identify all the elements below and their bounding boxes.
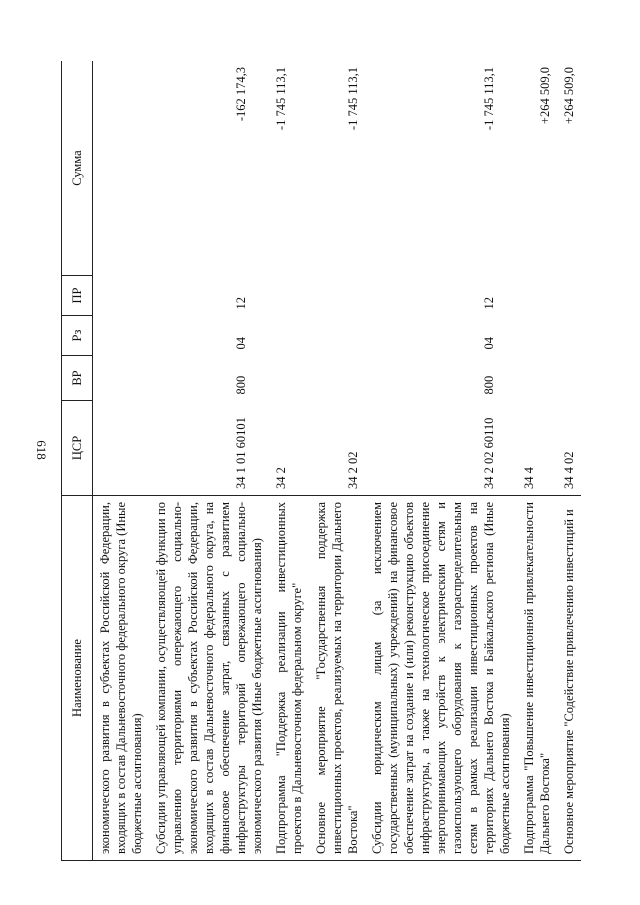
- row-name: Подпрограмма "Повышение инвестиционной привлекательности Дальнего Востока": [517, 496, 557, 861]
- row-vr: 800: [482, 375, 496, 395]
- row-rz: 04: [234, 337, 248, 350]
- row-csr: 34 1 01 60101: [234, 417, 248, 489]
- col-header-sum: Сумма: [62, 61, 93, 276]
- row-vr: [517, 356, 557, 401]
- row-pr: 12: [482, 297, 496, 310]
- table-row: [149, 61, 269, 861]
- row-pr: [309, 276, 365, 316]
- budget-table: [61, 61, 581, 861]
- row-rz: [93, 316, 150, 356]
- row-csr: 34 2 02: [346, 451, 360, 489]
- row-csr: 34 2 02 60110: [482, 417, 496, 489]
- row-rz: [269, 316, 309, 356]
- document-page: [61, 61, 581, 861]
- row-vr: [557, 356, 581, 401]
- table-row: [365, 61, 517, 861]
- page-number-text: 618: [34, 440, 49, 460]
- row-rz: [517, 316, 557, 356]
- row-pr: 12: [234, 297, 248, 310]
- row-rz: [309, 316, 365, 356]
- row-sum: -1 745 113,1: [309, 61, 365, 276]
- row-pr: [269, 276, 309, 316]
- row-csr: [93, 401, 150, 496]
- table-row: [269, 61, 309, 861]
- table-row: [517, 61, 557, 861]
- row-csr: 34 2: [274, 467, 288, 489]
- row-vr: 800: [234, 375, 248, 395]
- table-row: [557, 61, 581, 861]
- row-name: Субсидии управляющей компании, осуществляющей функции по управлению территориями опережающего социально-экономического развития в субъектах Российской Федерации, входящих в состав Дальневосточного федерального округа, на финансовое обеспечение затрат, связанных с развитием инфраструктуры территорий опережающего социально-экономического развития (Иные бюджетные ассигнования): [149, 496, 269, 861]
- row-pr: [517, 276, 557, 316]
- row-csr: 34 4: [522, 467, 536, 489]
- row-vr: [269, 356, 309, 401]
- row-name: Основное мероприятие "Содействие привлечению инвестиций и: [557, 496, 581, 861]
- row-name: Подпрограмма "Поддержка реализации инвестиционных проектов в Дальневосточном федеральном округе": [269, 496, 309, 861]
- row-vr: [93, 356, 150, 401]
- row-name: Основное мероприятие "Государственная поддержка инвестиционных проектов, реализуемых на территории Дальнего Востока": [309, 496, 365, 861]
- row-sum: -1 745 113,1: [365, 61, 517, 276]
- col-header-rz: Рз: [62, 316, 93, 356]
- row-sum: [93, 61, 150, 276]
- table-row: [93, 61, 150, 861]
- row-sum: +264 509,0: [557, 61, 581, 276]
- row-pr: [557, 276, 581, 316]
- row-name: Субсидии юридическим лицам (за исключением государственных (муниципальных) учреждений) на финансовое обеспечение затрат на создание и (или) реконструкцию объектов инфраструктуры, а также на технологическое присоединение энергопринимающих устройств к электрическим сетям и газоиспользующего оборудования к газораспределительным сетям в рамках реализации инвестиционных проектов на территориях Дальнего Востока и Байкальского региона (Иные бюджетные ассигнования): [365, 496, 517, 861]
- row-pr: [93, 276, 150, 316]
- table-header-row: [62, 61, 93, 861]
- table-row: [309, 61, 365, 861]
- row-name: экономического развития в субъектах Российской Федерации, входящих в состав Дальневосточного федерального округа (Иные бюджетные ассигнования): [93, 496, 150, 861]
- col-header-csr: ЦСР: [62, 401, 93, 496]
- rotated-sheet: [61, 61, 581, 861]
- page-number: [35, 430, 47, 470]
- row-csr: 34 4 02: [562, 451, 576, 489]
- row-sum: -1 745 113,1: [269, 61, 309, 276]
- col-header-vr: ВР: [62, 356, 93, 401]
- col-header-pr: ПР: [62, 276, 93, 316]
- col-header-name: Наименование: [62, 496, 93, 861]
- row-rz: [557, 316, 581, 356]
- row-rz: 04: [482, 337, 496, 350]
- row-sum: +264 509,0: [517, 61, 557, 276]
- row-vr: [309, 356, 365, 401]
- row-sum: -162 174,3: [149, 61, 269, 276]
